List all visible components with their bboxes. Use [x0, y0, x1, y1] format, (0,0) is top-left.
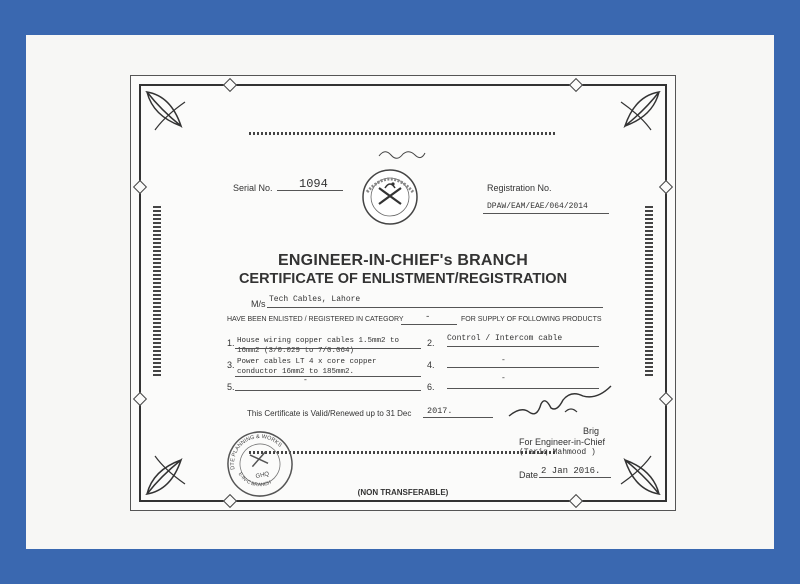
branch-title: ENGINEER-IN-CHIEF's BRANCH — [278, 252, 528, 269]
product-number-5: 5. — [227, 382, 235, 392]
stamp-bottom-text: E-IN-C BRANCH — [236, 471, 273, 489]
category-text-before: HAVE BEEN ENLISTED / REGISTERED IN CATEGORY — [227, 316, 404, 323]
date-value: 2 Jan 2016. — [541, 466, 601, 476]
validity-text: This Certificate is Valid/Renewed up to 31 Dec — [247, 409, 412, 418]
signatory-for: For Engineer-in-Chief — [519, 437, 606, 447]
calligraphy-inscription — [377, 146, 427, 160]
product-text-3: Power cables LT 4 x core copper conductor 16mm2 to 185mm2. — [237, 358, 377, 376]
validity-year: 2017. — [427, 406, 453, 416]
serial-value: 1094 — [299, 177, 328, 191]
validity-underline — [423, 417, 493, 418]
non-transferable-note: (NON TRANSFERABLE) — [357, 488, 449, 497]
category-underline — [401, 324, 457, 325]
product-number-6: 6. — [427, 382, 435, 392]
signatory-rank: Brig — [583, 426, 600, 436]
stamp-ring-text: DTE PLANNING & WORKS — [229, 433, 283, 471]
product-number-3: 3. — [227, 360, 235, 370]
product-text-4: - — [501, 356, 506, 365]
date-label: Date — [519, 470, 539, 480]
right-border-bar — [645, 206, 653, 376]
product-underline — [235, 390, 421, 391]
corner-ornament-top-right — [595, 86, 665, 156]
firm-prefix: M/s — [251, 299, 266, 309]
product-underline — [235, 348, 421, 349]
registration-value: DPAW/EAM/EAE/064/2014 — [487, 202, 588, 211]
product-text-1: House wiring copper cables 1.5mm2 to 16mm2 (3/0.029 to 7/0.064) — [237, 337, 400, 355]
scanned-page — [26, 35, 774, 549]
certificate-title: CERTIFICATE OF ENLISTMENT/REGISTRATION — [238, 271, 568, 287]
signature — [507, 382, 617, 422]
signatory-name: (Tariq Mahmood ) — [519, 448, 596, 457]
firm-name: Tech Cables, Lahore — [269, 295, 361, 304]
corner-ornament-top-left — [141, 86, 211, 156]
category-value: - — [425, 312, 431, 322]
product-number-2: 2. — [427, 338, 435, 348]
product-text-2: Control / Intercom cable — [447, 334, 563, 343]
stamp-center-text: GHQ — [255, 471, 270, 481]
bottom-border-bar — [249, 451, 557, 454]
product-underline — [447, 367, 599, 368]
product-underline — [447, 346, 599, 347]
left-border-bar — [153, 206, 161, 376]
top-border-bar — [249, 132, 557, 135]
registration-underline — [483, 213, 609, 214]
certificate — [130, 75, 676, 511]
product-number-4: 4. — [427, 360, 435, 370]
date-underline — [539, 477, 611, 478]
product-underline — [235, 376, 421, 377]
serial-underline — [277, 190, 343, 191]
registration-label: Registration No. — [487, 183, 552, 193]
firm-underline — [267, 307, 603, 308]
product-text-5: - — [303, 376, 308, 385]
category-text-after: FOR SUPPLY OF FOLLOWING PRODUCTS — [461, 316, 602, 323]
product-text-6: - — [501, 374, 506, 383]
ghq-emblem — [361, 168, 419, 226]
serial-label: Serial No. — [233, 183, 273, 193]
product-number-1: 1. — [227, 338, 235, 348]
